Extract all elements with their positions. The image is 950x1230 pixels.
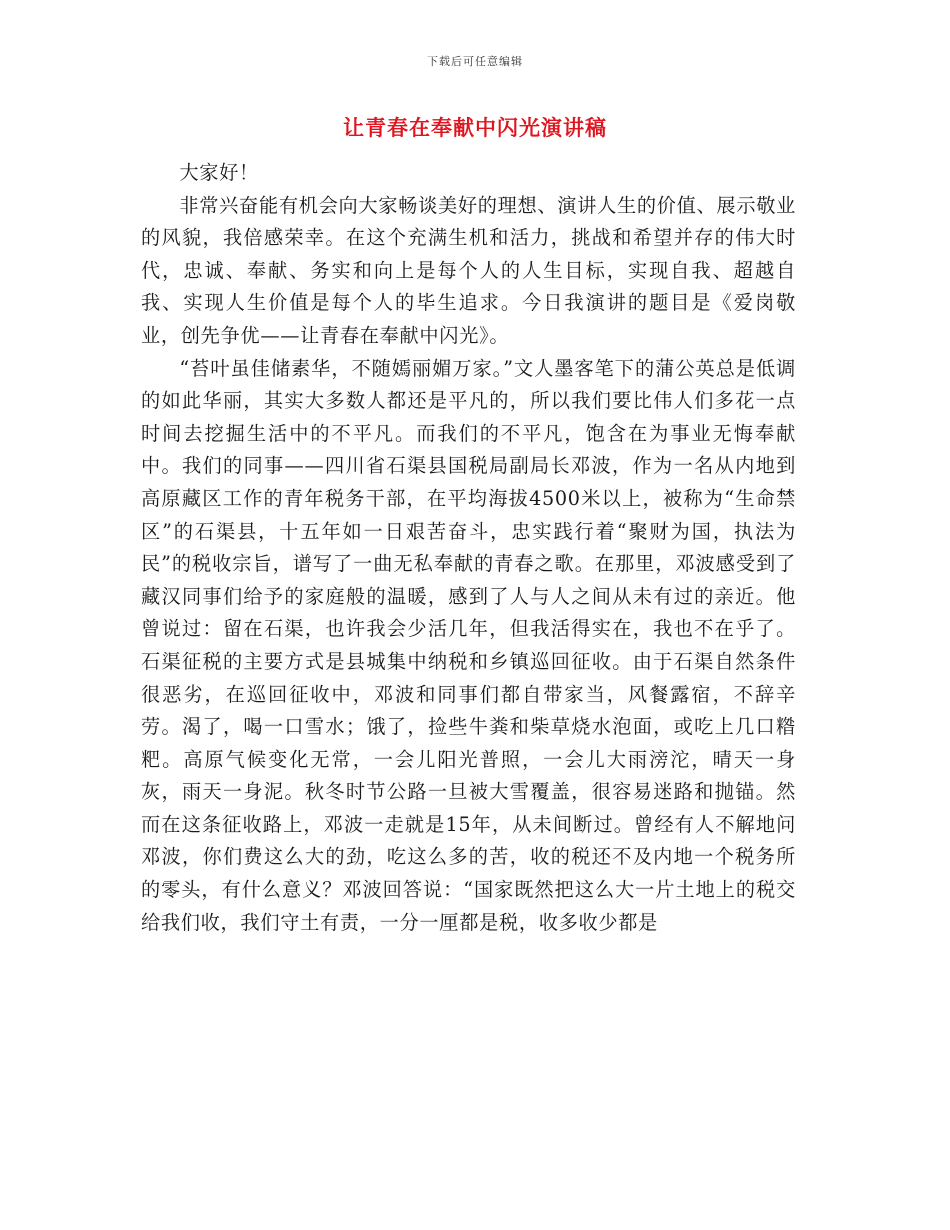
page-header-note: 下载后可任意编辑 bbox=[427, 55, 523, 68]
paragraph-intro: 非常兴奋能有机会向大家畅谈美好的理想、演讲人生的价值、展示敬业的风貌，我倍感荣幸。在这个充满生机和活力，挑战和希望并存的伟大时代，忠诚、奉献、务实和向上是每个人的人生目标，实现自我、超越自我、实现人生价值是每个人的毕生追求。今日我演讲的题目是《爱岗敬业，创先争优——让青春在奉献中闪光》。 bbox=[141, 193, 796, 347]
paragraph-greeting: 大家好！ bbox=[179, 161, 259, 184]
paragraph-story: “苔叶虽佳储素华，不随嫣丽媚万家。”文人墨客笔下的蒲公英总是低调的如此华丽，其实大多数人都还是平凡的，所以我们要比伟人们多花一点时间去挖掘生活中的不平凡。而我们的不平凡，饱含在为事业无悔奉献中。我们的同事——四川省石渠县国税局副局长邓波，作为一名从内地到高原藏区工作的青年税务干部，在平均海拔4500米以上，被称为“生命禁区”的石渠县，十五年如一日艰苦奋斗，忠实践行着“聚财为国，执法为民”的税收宗旨，谱写了一曲无私奉献的青春之歌。在那里，邓波感受到了藏汉同事们给予的家庭般的温暖，感到了人与人之间从未有过的亲近。他曾说过：留在石渠，也许我会少活几年，但我活得实在，我也不在乎了。石渠征税的主要方式是县城集中纳税和乡镇巡回征收。由于石渠自然条件很恶劣，在巡回征收中，邓波和同事们都自带家当，风餐露宿，不辞辛劳。渴了，喝一口雪水；饿了，捡些牛粪和柴草烧水泡面，或吃上几口糌粑。高原气候变化无常，一会儿阳光普照，一会儿大雨滂沱，晴天一身灰，雨天一身泥。秋冬时节公路一旦被大雪覆盖，很容易迷路和抛锚。然而在这条征收路上，邓波一走就是15年，从未间断过。曾经有人不解地问邓波，你们费这么大的劲，吃这么多的苦，收的税还不及内地一个税务所的零头，有什么意义？邓波回答说：“国家既然把这么大一片土地上的税交给我们收，我们守土有责，一分一厘都是税，收多收少都是 bbox=[141, 356, 796, 934]
document-body bbox=[141, 157, 796, 939]
document-title: 让青春在奉献中闪光演讲稿 bbox=[343, 115, 607, 140]
